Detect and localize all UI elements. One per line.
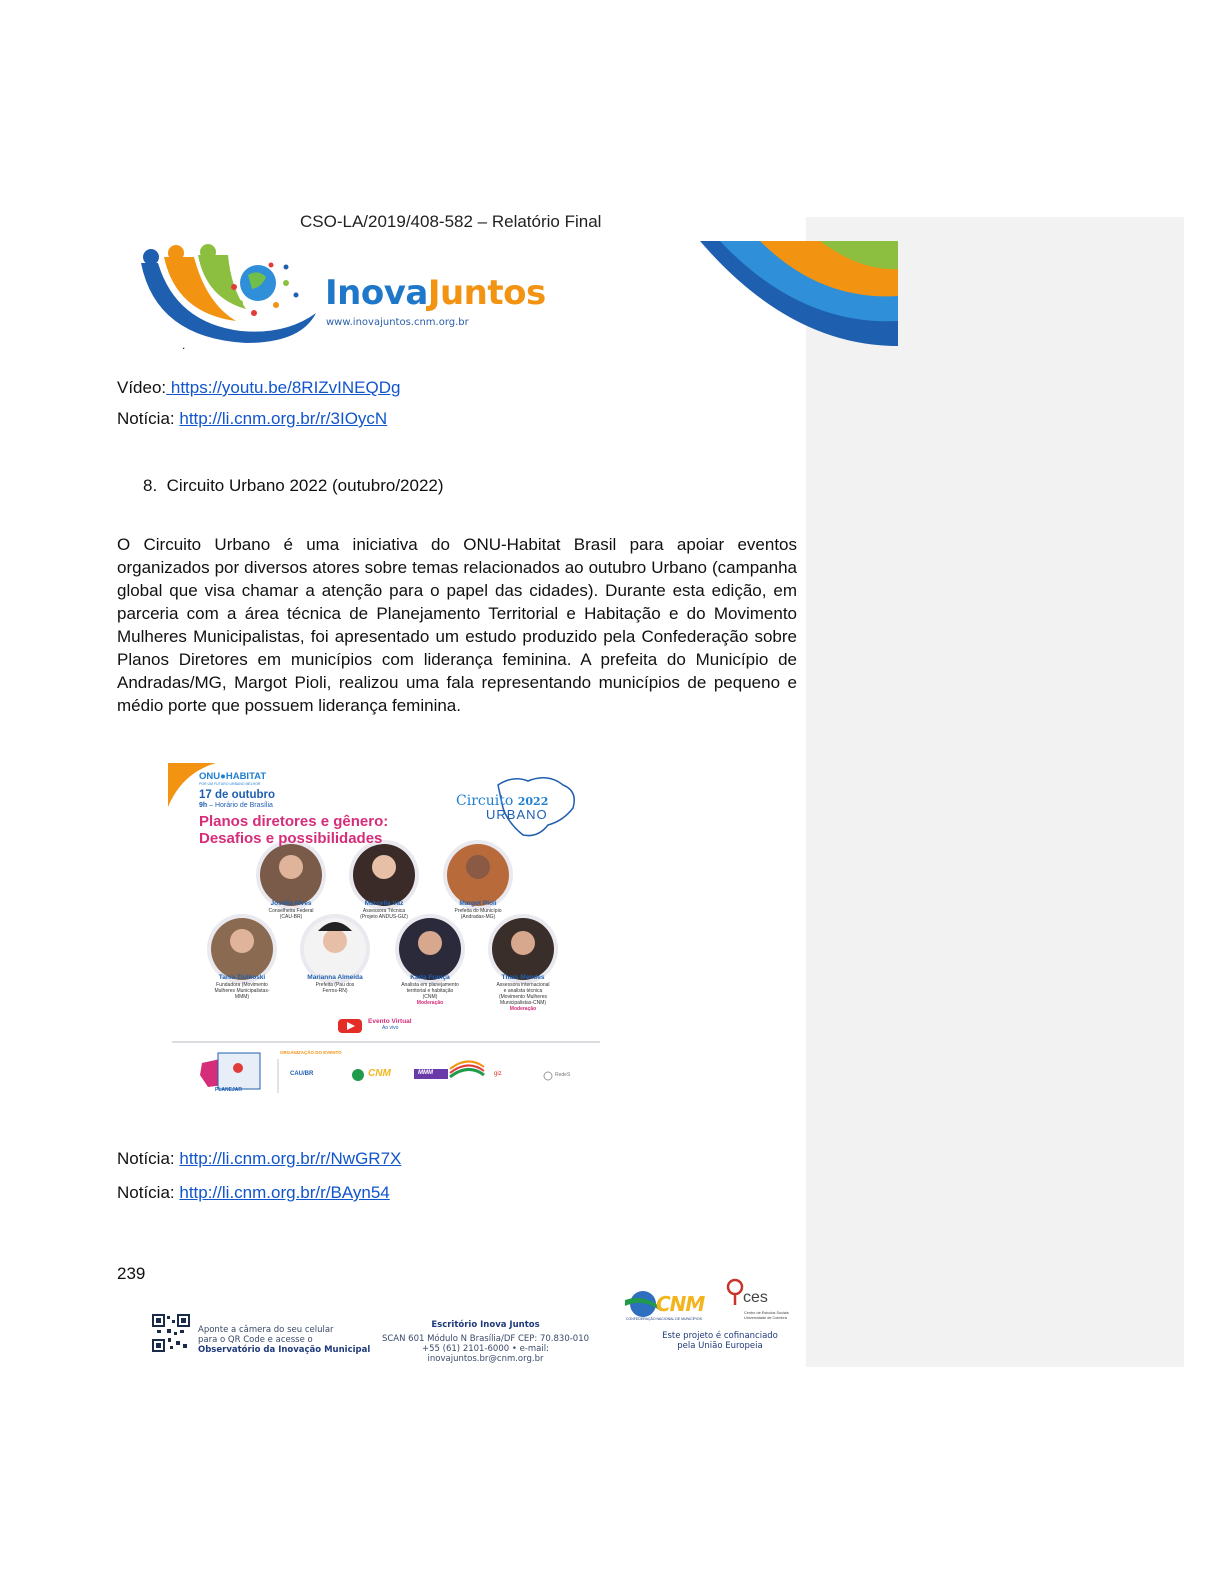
partner-giz: giz [494,1071,502,1077]
video-link-line: Vídeo: https://youtu.be/8RIZvINEQDg [117,378,401,397]
flyer-planejar: PLANEJAR [215,1087,242,1093]
ces-logo: ces [743,1289,768,1306]
cnm-sub: CONFEDERAÇÃO NACIONAL DE MUNICÍPIOS [626,1317,702,1321]
flyer-virtual: Evento Virtual Ao vivo [368,1018,412,1031]
flyer-org: ONU●HABITAT [199,771,267,782]
logo-url: www.inovajuntos.cnm.org.br [326,317,469,328]
video-link[interactable]: https://youtu.be/8RIZvINEQDg [166,378,401,397]
event-flyer [168,763,600,1099]
header-swoosh-icon [700,241,898,346]
flyer-org-sub: POR UM FUTURO URBANO MELHOR [199,782,261,786]
qr-code-icon [152,1314,190,1352]
section-heading: 8. Circuito Urbano 2022 (outubro/2022) [143,476,444,495]
news-link-3[interactable]: http://li.cnm.org.br/r/BAyn54 [179,1183,390,1202]
news-link-1[interactable]: http://li.cnm.org.br/r/3IOycN [179,409,388,428]
partner-redes: RedeS [555,1072,571,1078]
speaker-caption: Margot Pioli Prefeita do Município (Andradas-MG) [454,900,502,920]
speaker-caption: Karla França Analista em planejamento territorial e habitação (CNM) Moderação [401,974,459,1006]
partner-cnm: CNM [368,1068,391,1079]
page-number: 239 [117,1264,146,1283]
cnm-logo: CNM [656,1292,705,1316]
partner-mmm: MMM [418,1070,433,1076]
comment-pane [806,217,1184,1367]
qr-caption: Aponte a câmera do seu celular para o QR Code e acesse o Observatório da Inovação Municipal [198,1325,371,1355]
logo-dot: . [182,338,186,352]
news-link-2[interactable]: http://li.cnm.org.br/r/NwGR7X [179,1149,402,1168]
speaker-caption: Tania Ziulkoski Fundadora (Movimento Mulheres Municipalistas- MMM) [214,974,270,1000]
news-link-line-3: Notícia: http://li.cnm.org.br/r/BAyn54 [117,1183,390,1202]
office-info: Escritório Inova Juntos SCAN 601 Módulo N Brasília/DF CEP: 70.830-010 +55 (61) 2101-6000 • e-mail: inovajuntos.br@cnm.org.br [381,1320,590,1364]
page-footer [150,1284,805,1364]
running-header: CSO-LA/2019/408-582 – Relatório Final [300,212,602,231]
eu-funding: Este projeto é cofinanciado pela União Europeia [662,1331,778,1351]
flyer-time: 9h – Horário de Brasília [199,802,273,809]
flyer-brand: Circuito 2022 [456,793,549,809]
news-link-line-2: Notícia: http://li.cnm.org.br/r/NwGR7X [117,1149,402,1168]
cnm-globe-icon [625,1288,659,1318]
flyer-org-label: ORGANIZAÇÃO DO EVENTO [280,1050,342,1055]
logo-wordmark: InovaJuntos [325,273,546,313]
flyer-date: 17 de outubro [199,789,276,801]
speaker-caption: Marcella Vaz Assessora Técnica (Projeto ANDUS-GIZ) [360,900,408,920]
flyer-brand-b: URBANO [486,807,548,822]
speaker-caption: Thaís Mendes Assessora internacional e analista técnica (Movimento Mulheres Municipalistas-CNM) Moderação [496,974,550,1012]
partner-cau: CAU/BR [290,1071,314,1077]
news-link-line-1: Notícia: http://li.cnm.org.br/r/3IOycN [117,409,388,428]
speaker-caption: Josélia Alves Conselheira Federal (CAU-BR) [268,900,314,920]
body-paragraph: O Circuito Urbano é uma iniciativa do ONU-Habitat Brasil para apoiar eventos organizados por diversos atores sobre temas relacionados ao outubro Urbano (campanha global que visa chamar a atenção para o papel das cidades). Durante esta edição, em parceria com a área técnica de Planejamento Territorial e Habitação e do Movimento Mulheres Municipalistas, foi apresentado um estudo produzido pela Confederação sobre Planos Diretores em municípios com liderança feminina. A prefeita do Município de Andradas/MG, Margot Pioli, realizou uma fala representando municípios de pequeno e médio porte que possuem liderança feminina. [117,535,797,715]
speaker-caption: Marianna Almeida Prefeita (Pau dos Ferros-RN) [307,974,363,994]
ces-sub: Centro de Estudos Sociais Universidade de Coimbra [744,1311,789,1320]
flyer-title: Planos diretores e gênero: Desafios e possibilidades [199,813,389,847]
